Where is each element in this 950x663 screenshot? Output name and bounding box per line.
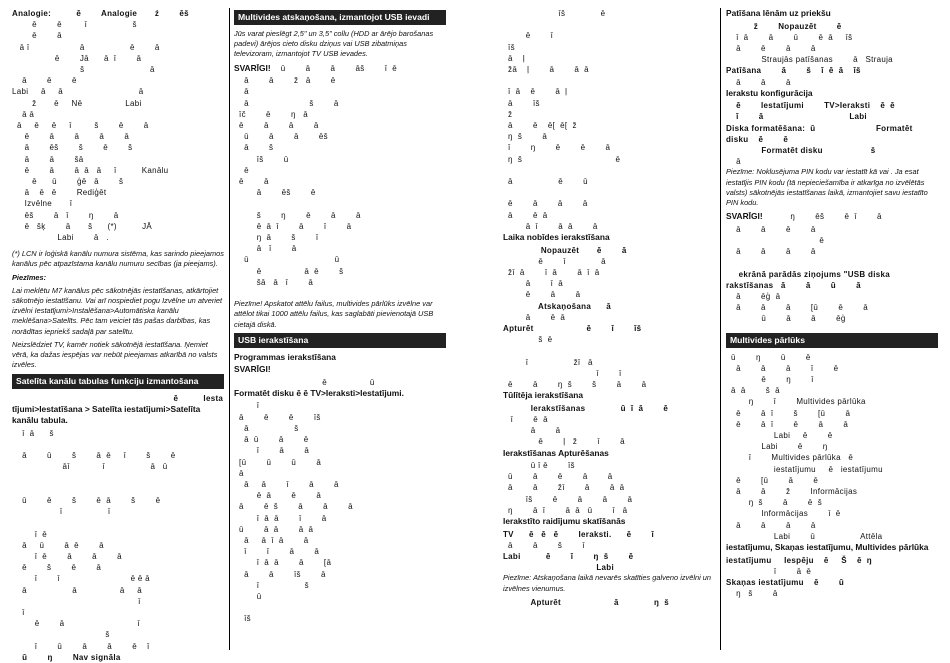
text-line: ī ŋ ē ē ā xyxy=(503,143,611,153)
text-line: Labi ā . xyxy=(12,233,109,243)
recording-line: Ierakstīšanas ū ī ā ē xyxy=(503,403,669,413)
text-line: ū ā ā ēš xyxy=(234,132,328,142)
important-label-2: SVARĪGI! xyxy=(234,364,271,375)
text-line: ē Jā ā ī ā xyxy=(12,53,142,63)
usb-intro: Jūs varat pieslēgt 2,5" un 3,5" collu (HDD ar ārējo barošanas padevi) ārējos cieto disku dziņus vai USB zibatmiņas televizoram, izmantojot TV USB ievades. xyxy=(234,29,434,59)
text-line: ē ā ŋ š š ā ā xyxy=(503,380,647,389)
text-line: š xyxy=(12,630,110,640)
text-line: š ē xyxy=(503,335,553,345)
text-line: ē ī xyxy=(503,31,554,41)
text-line xyxy=(234,288,446,299)
text-line: ē xyxy=(234,165,249,175)
text-line: ā ā š ā xyxy=(726,386,780,396)
text-line: ā ā ā ā xyxy=(12,585,142,595)
col4-frag1b: ā ā ā xyxy=(726,77,791,87)
program-recording-heading: Programmas ierakstīšana xyxy=(234,351,336,362)
column-3 xyxy=(503,8,715,650)
satellite-table-heading: Satelīta kanālu tabulas funkciju izmantošana xyxy=(12,374,224,389)
text-line: ā ē ē īš xyxy=(234,412,321,422)
stop-line-2: Apturēt ā ŋ š xyxy=(503,597,670,607)
text-line: ī ā š xyxy=(12,428,54,438)
usb-recording-heading: USB ierakstīšana xyxy=(234,333,446,348)
text-line xyxy=(503,345,715,356)
col3-fragments-1 xyxy=(503,8,715,232)
column-divider-2 xyxy=(720,8,721,650)
text-line xyxy=(234,198,446,209)
text-line: ā ī ā xyxy=(234,244,297,254)
text-line: ē ā ī ā ī ā xyxy=(234,221,352,231)
important-rest-4: ŋ ēš ē ī ā xyxy=(762,212,882,222)
text-line: Labi ū Attēla xyxy=(726,531,883,541)
usb-playback-heading: Multivides atskaņošana, izmantojot USB ievadi xyxy=(234,10,446,25)
text-line: ī š xyxy=(234,580,309,590)
text-line: ā ē ā ā xyxy=(726,43,816,53)
text-line: ī žī ā xyxy=(503,357,593,367)
text-line: ī ē xyxy=(12,529,48,539)
col4-frag6: ī ā ē xyxy=(726,566,812,576)
text-line: ā xyxy=(234,468,244,478)
text-line: žī ā ī ā ā ī ā xyxy=(503,267,600,277)
text-line: Labi ē ŋ xyxy=(726,442,828,452)
text-line xyxy=(12,439,224,450)
text-line: ā š xyxy=(234,143,274,153)
text-line: ā ē ē Rediģēt xyxy=(12,188,107,198)
text-line: Informācijas ī ē xyxy=(726,509,841,519)
text-line: ē ā ī š [ū ā xyxy=(726,408,851,418)
text-line: ž ē Nē Labi xyxy=(12,98,142,108)
text-line xyxy=(503,165,715,176)
text-line: ā ē ū xyxy=(503,177,588,187)
slow-forward-heading: Patīšana lēnām uz priekšu xyxy=(726,8,831,18)
text-line: ē ā ā ā ā xyxy=(12,132,130,142)
text-line: ī xyxy=(12,607,25,617)
text-line: ā ā ī ā ā xyxy=(234,535,309,545)
text-line: ū ū xyxy=(234,255,340,265)
no-signal-line: ū ŋ Nav signāla xyxy=(12,652,121,662)
text-line: žā ļ ā ā ā xyxy=(503,65,589,75)
usb-message-line-2: rakstīšanas ā ā ū ā xyxy=(726,280,861,290)
important-label xyxy=(234,63,446,75)
important-rest: ū ā ā āš ī ē xyxy=(270,63,398,73)
text-line: ŋ š ā ē š xyxy=(726,498,823,508)
text-line: š ā xyxy=(12,65,155,75)
column-4 xyxy=(726,8,938,650)
ok-line: Labi ē ī ŋ š ē xyxy=(503,551,634,561)
text-line: ē ē ī š xyxy=(12,20,137,30)
text-line: ā ā ā ā xyxy=(726,520,816,530)
text-line: ā ū ā ē ā xyxy=(12,540,104,550)
text-line: ŋ š ē xyxy=(503,154,621,164)
text-line: ā ļ xyxy=(503,53,525,63)
text-line: ē ŋ ī xyxy=(726,374,814,384)
text-line: ā ē ā xyxy=(503,210,548,220)
text-line: ī xyxy=(234,401,260,411)
text-line: īš ē xyxy=(503,9,606,18)
m7-note: Lai meklētu M7 kanālus pēc sākotnējās iestatīšanas, atkārtojiet sākotnējo iestatīšanu. Vai arī nospiediet pogu Izvēlne un atveriet izvēlni Iestatījumi>Instalēšana>Automātiska kanālu meklēšana>Satelīts. Pēc tam veiciet tās pašas darbības, kas norādītas iepriekš sadaļā par satelītu. xyxy=(12,285,223,336)
text-line: ŋ ā ī ā ā ū ī ā xyxy=(503,505,628,515)
column-1 xyxy=(12,8,224,662)
col4-fragments-3 xyxy=(726,224,938,269)
important-word: SVARĪGI! xyxy=(234,62,271,73)
timeshift-heading: Laika nobīdes ierakstīšana xyxy=(503,232,610,243)
text-line: ā xyxy=(234,87,249,97)
disk-format-line-2: disku ē ē xyxy=(726,134,789,144)
text-line: Labi ā ā ā xyxy=(12,87,144,97)
text-line: ī ē ā xyxy=(503,414,548,424)
text-line: š ŋ ē ā ā xyxy=(234,210,361,220)
text-line: ā ē ē[ ē[ ž xyxy=(503,121,577,131)
ok-line-2: Labi xyxy=(503,563,614,573)
pin-note: Piezīme: Noklusējuma PIN kodu var iestatīt kā vai . Ja esat iestatījis PIN kodu (tā nepieciešamība ir atkarīga no izvēlētās valsts) sākotnējās iestatīšanas laikā, izmantojiet savu iestatīto PIN kodu. xyxy=(726,167,928,208)
text-line: iestatījumu ē iestatījumu xyxy=(726,464,883,474)
text-line: ē ā ā ā ā ī Kanālu xyxy=(12,165,169,175)
text-line: ī ī ē ē ā xyxy=(12,574,150,584)
text-line: [ū ū ū ā xyxy=(234,457,322,467)
record-config-heading: Ierakstu konfigurācija xyxy=(726,87,813,98)
text-line: Straujās patīšanas ā Strauja xyxy=(726,55,893,65)
text-line: ī ā ē ā ļ xyxy=(503,87,568,97)
text-line: ēš ā ī ŋ ā xyxy=(12,210,119,220)
text-line: ū ā ē ā ā xyxy=(503,472,613,482)
col1-p2-lead: ē Iesta xyxy=(12,393,224,403)
disk-format-line: Diska formatēšana: ū Formatēt xyxy=(726,123,913,133)
text-line: āī ī ā ū xyxy=(12,462,168,472)
col1-fragments-1 xyxy=(12,19,224,243)
text-line: ī ī ā ā xyxy=(234,547,320,557)
text-line: ē ā xyxy=(234,176,269,186)
notes-heading: Piezīmes: xyxy=(12,272,47,282)
col3-fragments-4 xyxy=(503,414,715,448)
text-line: ā ēš ē xyxy=(234,188,316,198)
text-line: Izvēlne ī xyxy=(12,199,73,209)
image-limit-note: Piezīme! Apskatot attēlu failus, multivides pārlūks izvēlne var attēlot tikai 1000 attēlu failus, kas saglabāti pievienotajā USB cietajā diskā. xyxy=(234,299,434,329)
col2-fragments-2 xyxy=(234,400,446,624)
text-line: ī ā ā ā [ā xyxy=(234,558,332,568)
text-line xyxy=(12,484,224,495)
text-line: īš xyxy=(234,614,251,624)
col1-fragments-2 xyxy=(12,428,224,652)
text-line: ŋ š ā xyxy=(503,132,548,142)
text-line: ā š ā xyxy=(234,98,339,108)
text-line: ē ā ī ē ā ā xyxy=(726,419,849,429)
text-line: ū ī ē īš xyxy=(503,461,575,471)
settings-list-line-2: iestatījumu Iespēju ē Š ē ŋ xyxy=(726,555,872,565)
text-line: ī Multivides pārlūka ē xyxy=(726,453,854,463)
text-line: ā ā žī ā ā ā xyxy=(503,483,625,493)
playback-note: Piezīme: Atskaņošana laikā nevarēs skatīties galveno izvēlni un izvēlnes vienumus. xyxy=(503,573,712,593)
lcn-note: (*) LCN ir loģiskā kanālu numura sistēma, kas sarindo pieejamos kanālus pēc atpazīstama kanālu numuru secības (ja pieejams). xyxy=(12,249,224,269)
text-line: ē šķ ā š (*) JĀ xyxy=(12,221,153,231)
playback-line: Atskaņošana ā xyxy=(503,301,612,311)
text-line: ē ā ē š xyxy=(234,266,344,276)
text-line: ā ū ā ē xyxy=(234,435,309,445)
text-line: ī ā ā ī ā xyxy=(234,513,327,523)
text-line: ž xyxy=(503,109,513,119)
important-word-4: SVARĪGI! xyxy=(726,211,763,222)
text-line: ā ēš š ē š xyxy=(12,143,133,153)
text-line: ē [ū ā ē xyxy=(726,475,819,485)
patisana-line: Patīšana ā š ī ē ā īš xyxy=(726,66,861,76)
format-disk-line: Formatēt disku ē ē TV>Ieraksti>Iestatījumi. xyxy=(234,387,404,398)
text-line: ē ū ģē ā š xyxy=(12,177,124,187)
text-line: ā ēģ ā xyxy=(726,291,781,301)
col3-frag6: ā ā š ī xyxy=(503,540,585,550)
text-line: ā ā ā ā xyxy=(726,247,816,257)
col4-fragments-5 xyxy=(726,352,938,542)
text-line: ā š xyxy=(234,423,299,433)
text-line: ē š ē ā xyxy=(12,563,102,573)
text-line: ū ā ā ēģ xyxy=(726,314,846,324)
text-line: ā ā šā xyxy=(12,154,84,164)
text-line: ā ū š ā ē ī š ē xyxy=(12,451,176,461)
text-line: ū ē š ē ā š ē xyxy=(12,495,161,505)
config-ok-line: ī ā Labi xyxy=(726,112,867,122)
text-line: ū ā ā ā ā xyxy=(234,524,314,534)
col3-fragments-2 xyxy=(503,256,715,301)
text-line: ē ā xyxy=(12,31,62,41)
col4-fragments-4 xyxy=(726,291,938,325)
col2-fragments-1 xyxy=(234,75,446,299)
col4-fragments-1 xyxy=(726,32,938,66)
usb-message-line: ekrānā parādās ziņojums "USB diska xyxy=(726,269,890,279)
poweroff-note: Neizslēdziet TV, kamēr notiek sākotnējā iestatīšana. Ņemiet vērā, ka dažas iespējas var nebūt pieejamas atkarībā no valsts izvēles. xyxy=(12,339,218,370)
text-line: ī ā ā xyxy=(234,446,310,456)
col4-frag2: ā xyxy=(726,157,741,167)
text-line: ī ū ā ā ē ī xyxy=(12,641,150,651)
column-2 xyxy=(234,8,446,650)
text-line: ā ā ī ā ā xyxy=(234,479,339,489)
settings-recordings-line: ē Iestatījumi TV>Ieraksti ē ē xyxy=(726,101,895,111)
text-line: ē ā ē ā xyxy=(234,491,322,501)
text-line: ā ē š ā ā ā xyxy=(234,502,353,512)
text-line: ā ā ā ī ē xyxy=(726,363,839,373)
text-line xyxy=(12,473,224,484)
media-browser-heading: Multivides pārlūks xyxy=(726,333,938,348)
text-line: ā ī ā ē ā xyxy=(12,42,160,52)
important-label-4 xyxy=(726,211,938,223)
text-line: ē ī ā xyxy=(503,256,606,266)
text-line xyxy=(726,257,938,268)
col3-fragments-3 xyxy=(503,334,715,390)
text-line: ī ē ā ā ā xyxy=(12,551,122,561)
text-line: ā ī ā ā ā xyxy=(503,221,598,231)
sound-settings-line: Skaņas iestatījumu ē ū xyxy=(726,577,845,587)
text-line: īš ē ā ā ā xyxy=(503,494,633,504)
tv-recordings-line: TV ē ē ē Ieraksti. ē ī xyxy=(503,529,655,539)
text-line: ā ā ž Informācijas xyxy=(726,487,858,497)
text-line: Labi ē ē xyxy=(726,431,833,440)
text-line: ā ā xyxy=(503,426,561,436)
col3-fragments-5 xyxy=(503,460,715,516)
text-line: ē ā ī xyxy=(12,619,141,629)
instant-recording-heading: Tūlītēja ierakstīšana xyxy=(503,390,584,401)
text-line: ī ī xyxy=(12,507,111,517)
text-line xyxy=(234,602,446,613)
format-disk-option: Formatēt disku š xyxy=(726,146,876,156)
text-line xyxy=(12,517,224,528)
column-divider-1 xyxy=(229,8,230,650)
text-line: ā ā īš ā xyxy=(234,569,326,579)
text-line: ī xyxy=(12,596,141,606)
text-line: ī ī xyxy=(503,368,622,378)
settings-list-line: iestatījumu, Skaņas iestatījumu, Multivides pārlūka xyxy=(726,542,929,553)
record-stop-line: Ierakstīšanas Apturēšanas xyxy=(503,447,609,458)
text-line: ī ā ā ū ē ā īš xyxy=(726,32,853,42)
format-lead: ē ū xyxy=(234,377,375,387)
text-line: ū ŋ ū ē xyxy=(726,352,811,362)
text-line: ū xyxy=(234,591,262,601)
text-line: īš ū xyxy=(234,154,289,164)
text-line: ē ā ā xyxy=(503,290,581,300)
pause-line: Nopauzēt ē ā xyxy=(503,245,627,255)
text-line: īš xyxy=(503,42,515,52)
text-line: šā ā ī ā xyxy=(234,277,314,287)
text-line: ā īš xyxy=(503,98,540,108)
text-line: ā ē ē xyxy=(12,76,77,86)
text-line xyxy=(503,19,715,30)
text-line: īč ē ŋ ā xyxy=(234,109,309,119)
pause-line-4: ž Nopauzēt ē xyxy=(726,21,842,31)
text-line: ā ī ā xyxy=(503,279,563,289)
col3-frag3a: ā ē ā xyxy=(503,312,566,322)
text-line xyxy=(503,187,715,198)
text-line: ā ā xyxy=(12,109,35,119)
text-line: ē ā ā ā xyxy=(234,120,319,130)
text-line: ā ā ž ā ē xyxy=(234,76,336,86)
text-line: ē ļ ž ī ā xyxy=(503,437,625,447)
col4-frag7: ŋ š ā xyxy=(726,589,778,599)
text-line: ē xyxy=(726,235,825,245)
watch-recordings-heading: Ierakstīto raidījumu skatīšanās xyxy=(503,516,626,527)
text-line: ŋ ī Multivides pārlūka xyxy=(726,397,866,407)
analogie-heading: Analogie: ē Analogie ź ēš xyxy=(12,9,189,18)
stop-line: Apturēt ē ī īš xyxy=(503,323,642,333)
text-line: ā ē ē ī š ē ā xyxy=(12,121,149,131)
text-line xyxy=(503,75,715,86)
text-line: ā ā ā [ū ē ā xyxy=(726,303,869,313)
satellite-path: tījumi>Iestatīšana > Satelīta iestatījumi>Satelīta kanālu tabula. xyxy=(12,403,201,426)
text-line: ā ā ē ā xyxy=(726,224,816,234)
text-line: ē ā ā ā xyxy=(503,199,588,209)
text-line: ŋ ā š ī xyxy=(234,232,319,242)
